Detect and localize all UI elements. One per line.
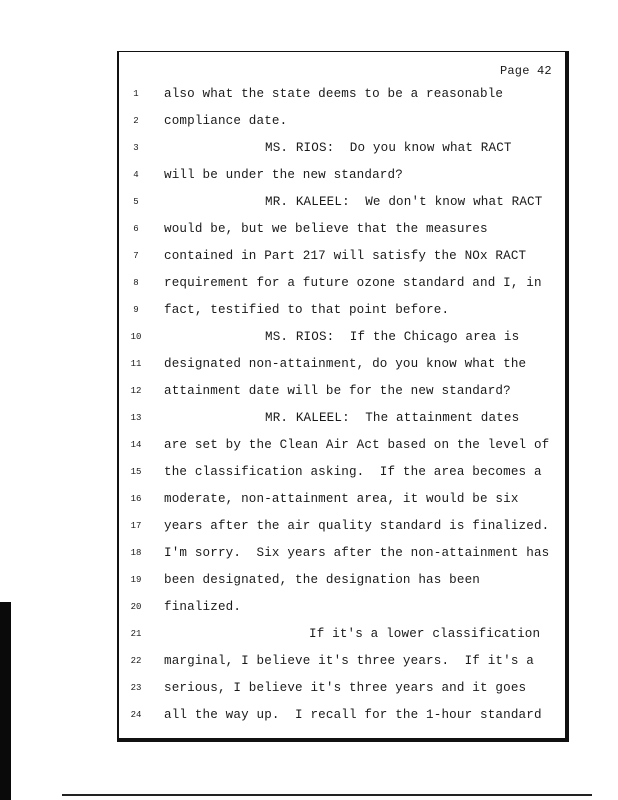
line-number: 22: [130, 656, 142, 666]
line-number: 24: [130, 710, 142, 720]
line-number: 9: [133, 305, 139, 315]
line-number: 23: [130, 683, 142, 693]
page-frame-bottom-edge: [117, 738, 569, 742]
transcript-line: MR. KALEEL: The attainment dates: [265, 411, 520, 425]
line-number: 16: [130, 494, 142, 504]
transcript-line: serious, I believe it's three years and it goes: [164, 681, 527, 695]
line-number: 5: [133, 197, 139, 207]
line-number: 10: [130, 332, 142, 342]
transcript-line: years after the air quality standard is finalized.: [164, 519, 550, 533]
transcript-line: also what the state deems to be a reasonable: [164, 87, 504, 101]
line-number: 17: [130, 521, 142, 531]
page-frame-right-edge: [565, 51, 568, 742]
transcript-line: MR. KALEEL: We don't know what RACT: [265, 195, 543, 209]
line-number: 6: [133, 224, 139, 234]
transcript-line: MS. RIOS: Do you know what RACT: [265, 141, 512, 155]
line-number: 7: [133, 251, 139, 261]
line-number: 12: [130, 386, 142, 396]
line-number: 20: [130, 602, 142, 612]
transcript-line: marginal, I believe it's three years. If it's a: [164, 654, 534, 668]
line-number: 13: [130, 413, 142, 423]
transcript-line: attainment date will be for the new standard?: [164, 384, 511, 398]
transcript-line: MS. RIOS: If the Chicago area is: [265, 330, 520, 344]
line-number: 11: [130, 359, 142, 369]
page-number: Page 42: [500, 64, 552, 78]
transcript-line: compliance date.: [164, 114, 288, 128]
line-number: 4: [133, 170, 139, 180]
line-number: 18: [130, 548, 142, 558]
line-number: 19: [130, 575, 142, 585]
line-number: 8: [133, 278, 139, 288]
line-number: 14: [130, 440, 142, 450]
transcript-line: would be, but we believe that the measures: [164, 222, 488, 236]
transcript-line: moderate, non-attainment area, it would be six: [164, 492, 519, 506]
transcript-line: will be under the new standard?: [164, 168, 403, 182]
line-number: 15: [130, 467, 142, 477]
scan-edge-bar: [0, 602, 11, 800]
transcript-line: finalized.: [164, 600, 242, 614]
line-number: 3: [133, 143, 139, 153]
line-number: 2: [133, 116, 139, 126]
transcript-line: are set by the Clean Air Act based on the level of: [164, 438, 550, 452]
transcript-line: fact, testified to that point before.: [164, 303, 450, 317]
transcript-line: requirement for a future ozone standard and I, in: [164, 276, 542, 290]
line-number: 1: [133, 89, 139, 99]
transcript-line: all the way up. I recall for the 1-hour standard: [164, 708, 542, 722]
transcript-line: contained in Part 217 will satisfy the NOx RACT: [164, 249, 527, 263]
line-number: 21: [130, 629, 142, 639]
transcript-line: been designated, the designation has been: [164, 573, 481, 587]
transcript-line: the classification asking. If the area becomes a: [164, 465, 542, 479]
transcript-line: designated non-attainment, do you know what the: [164, 357, 527, 371]
transcript-line: I'm sorry. Six years after the non-attainment has: [164, 546, 550, 560]
transcript-line: If it's a lower classification: [309, 627, 541, 641]
scan-bottom-rule: [62, 794, 592, 796]
